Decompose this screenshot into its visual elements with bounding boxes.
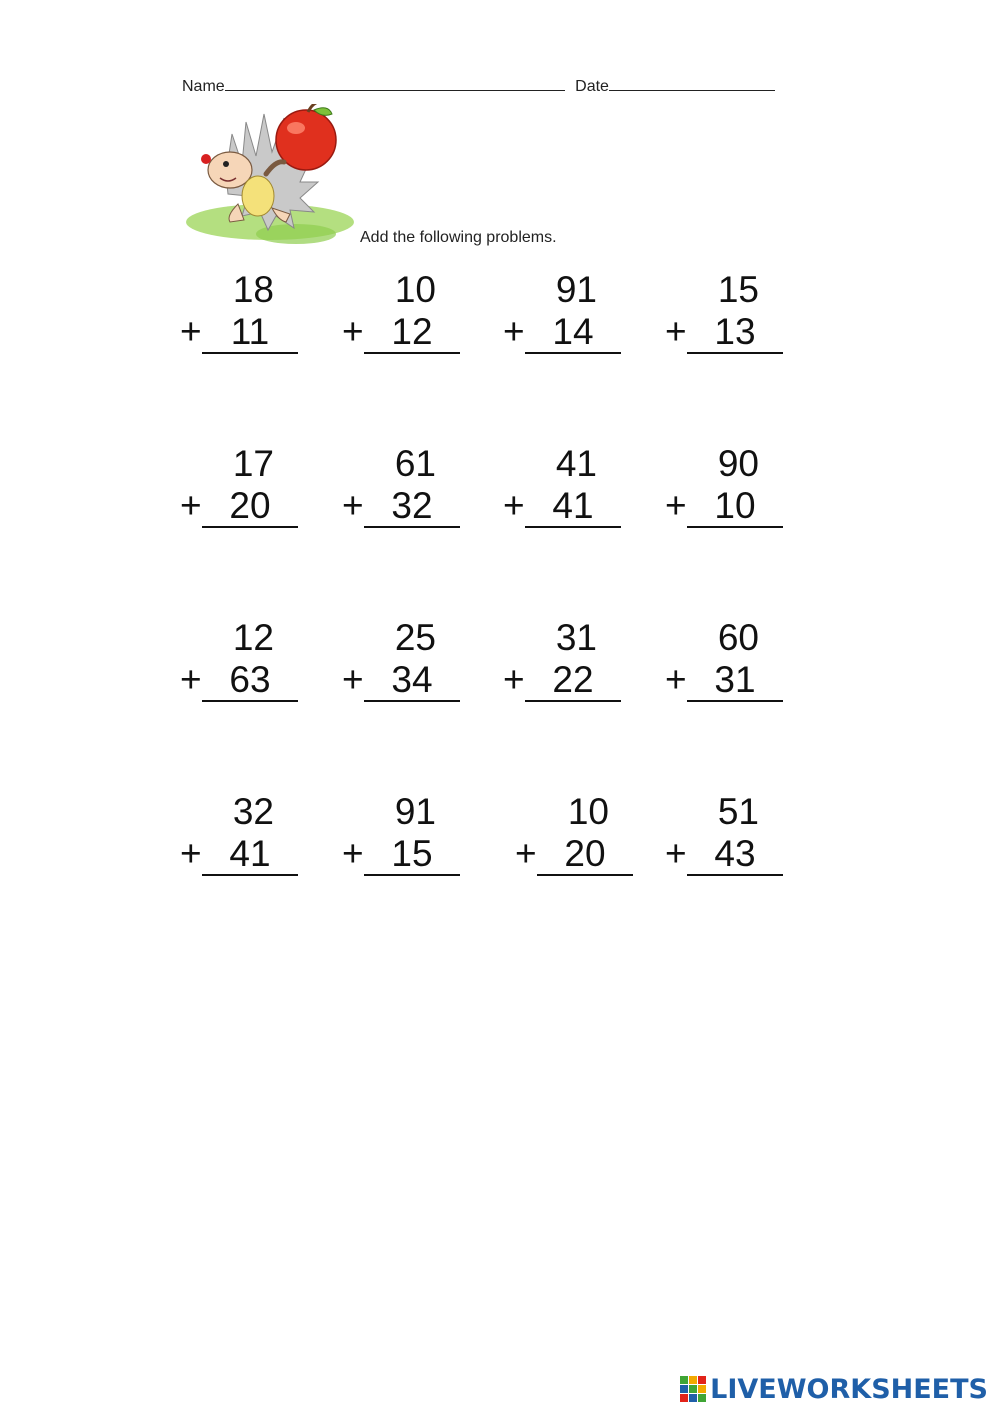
liveworksheets-logo xyxy=(680,1372,988,1406)
problem-14 xyxy=(342,792,462,892)
name-label: Name xyxy=(182,78,225,95)
top-number: 12 xyxy=(232,617,274,658)
top-number: 61 xyxy=(394,443,436,484)
bottom-number: 63 xyxy=(202,660,298,702)
problem-16 xyxy=(665,792,785,892)
top-number: 41 xyxy=(555,443,597,484)
top-number: 90 xyxy=(717,443,759,484)
bottom-number: 32 xyxy=(364,486,460,528)
bottom-number: 22 xyxy=(525,660,621,702)
problem-8 xyxy=(665,444,785,544)
top-number: 32 xyxy=(232,791,274,832)
problem-5 xyxy=(180,444,300,544)
problem-3 xyxy=(503,270,623,370)
top-number: 91 xyxy=(394,791,436,832)
instructions-text: Add the following problems. xyxy=(360,229,557,246)
top-number: 60 xyxy=(717,617,759,658)
bottom-number: 41 xyxy=(202,834,298,876)
top-number: 18 xyxy=(232,269,274,310)
problem-2 xyxy=(342,270,462,370)
problem-6 xyxy=(342,444,462,544)
plus-sign: + xyxy=(665,659,687,700)
top-number: 15 xyxy=(717,269,759,310)
bottom-number: 14 xyxy=(525,312,621,354)
problem-10 xyxy=(342,618,462,718)
problem-13 xyxy=(180,792,300,892)
problem-1 xyxy=(180,270,300,370)
plus-sign: + xyxy=(665,833,687,874)
plus-sign: + xyxy=(503,311,525,352)
problem-7 xyxy=(503,444,623,544)
plus-sign: + xyxy=(503,485,525,526)
plus-sign: + xyxy=(180,311,202,352)
plus-sign: + xyxy=(665,311,687,352)
bottom-number: 12 xyxy=(364,312,460,354)
plus-sign: + xyxy=(515,833,537,874)
bottom-number: 41 xyxy=(525,486,621,528)
top-number: 17 xyxy=(232,443,274,484)
problem-4 xyxy=(665,270,785,370)
bottom-number: 15 xyxy=(364,834,460,876)
bottom-number: 31 xyxy=(687,660,783,702)
problem-12 xyxy=(665,618,785,718)
plus-sign: + xyxy=(503,659,525,700)
bottom-number: 43 xyxy=(687,834,783,876)
bottom-number: 13 xyxy=(687,312,783,354)
top-number: 10 xyxy=(567,791,609,832)
plus-sign: + xyxy=(665,485,687,526)
plus-sign: + xyxy=(180,659,202,700)
bottom-number: 34 xyxy=(364,660,460,702)
plus-sign: + xyxy=(342,833,364,874)
date-label: Date xyxy=(575,78,609,95)
bottom-number: 20 xyxy=(537,834,633,876)
problem-15 xyxy=(515,792,635,892)
plus-sign: + xyxy=(180,485,202,526)
plus-sign: + xyxy=(180,833,202,874)
problem-11 xyxy=(503,618,623,718)
brand-text: LIVEWORKSHEETS xyxy=(710,1373,988,1405)
plus-sign: + xyxy=(342,311,364,352)
top-number: 25 xyxy=(394,617,436,658)
plus-sign: + xyxy=(342,485,364,526)
top-number: 51 xyxy=(717,791,759,832)
top-number: 31 xyxy=(555,617,597,658)
plus-sign: + xyxy=(342,659,364,700)
bottom-number: 10 xyxy=(687,486,783,528)
bottom-number: 11 xyxy=(202,312,298,354)
problem-9 xyxy=(180,618,300,718)
top-number: 10 xyxy=(394,269,436,310)
bottom-number: 20 xyxy=(202,486,298,528)
top-number: 91 xyxy=(555,269,597,310)
liveworksheets-icon xyxy=(680,1376,706,1402)
